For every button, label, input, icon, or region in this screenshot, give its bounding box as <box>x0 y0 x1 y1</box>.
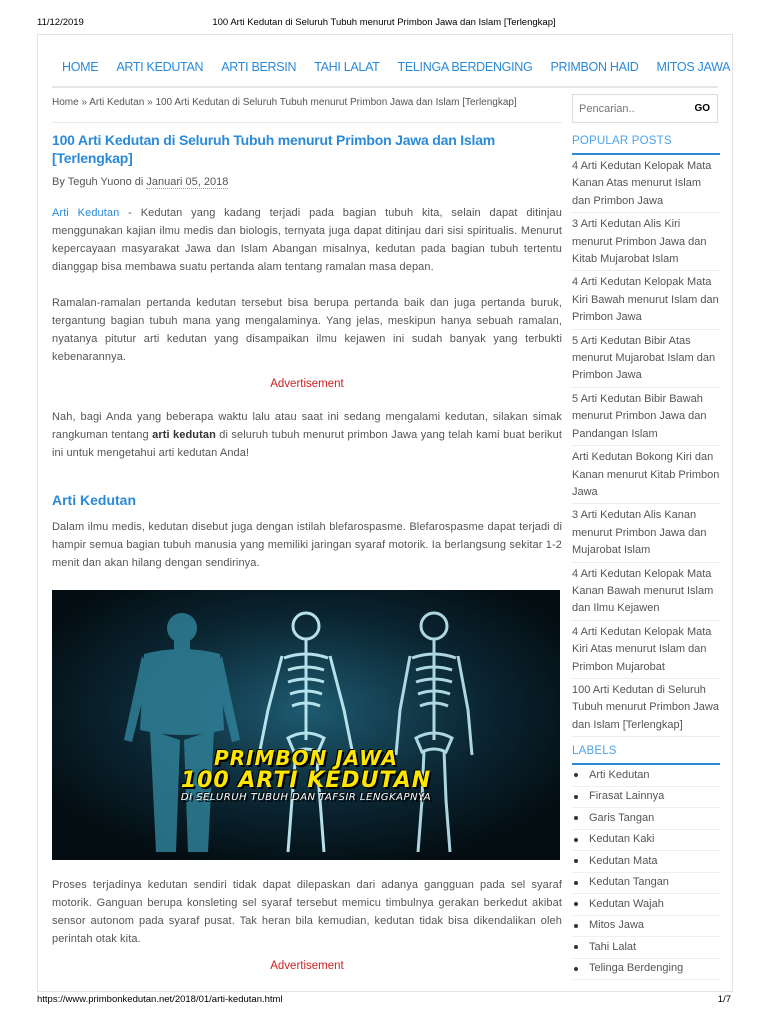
web-page <box>37 34 733 992</box>
advertisement-label: Advertisement <box>270 960 344 972</box>
hero-image <box>52 590 560 860</box>
bullet-icon <box>574 881 578 885</box>
byline-di: di <box>134 176 144 188</box>
nav-mitos-jawa[interactable]: MITOS JAWA <box>656 60 731 74</box>
label-item[interactable] <box>572 765 720 787</box>
paragraph-konsleting <box>52 990 562 992</box>
paragraph-intro <box>52 204 562 276</box>
nav-primbon-haid[interactable]: PRIMBON HAID <box>550 60 639 74</box>
labels-list <box>572 765 720 980</box>
arti-kedutan-bold: arti kedutan <box>152 429 216 441</box>
paragraph-proses: Proses terjadinya kedutan sendiri tidak dapat dilepaskan dari adanya gangguan pada sel syaraf motorik. Ganguan berupa konsleting sel syaraf tersebut memicu timbulnya gerakan berkedut akibat sensor autonom pada syaraf pusat. Tak heran bila kemudian, kedutan tidak bisa dikendalikan oleh perintah otak kita. <box>52 879 562 945</box>
labels-title: LABELS <box>572 745 720 765</box>
post-date[interactable]: Januari 05, 2018 <box>146 176 229 188</box>
paragraph-rangkuman <box>52 408 562 462</box>
label-item[interactable] <box>572 937 720 959</box>
paragraph-rangkuman-text-end: di seluruh tubuh menurut primbon Jawa yang telah kami buat berikut ini untuk mengetahui arti kedutan Anda! <box>52 429 562 459</box>
label-item[interactable] <box>572 830 720 852</box>
nav-arti-kedutan[interactable]: ARTI KEDUTAN <box>116 60 204 74</box>
popular-post-item[interactable]: 4 Arti Kedutan Kelopak Mata Kanan Bawah menurut Islam dan Ilmu Kejawen <box>572 563 720 621</box>
bullet-icon <box>574 859 578 863</box>
popular-posts-title: POPULAR POSTS <box>572 135 720 155</box>
paragraph-medis: Dalam ilmu medis, kedutan disebut juga dengan istilah blefarospasme. Blefarospasme dapat terjadi di hampir semua bagian tubuh manusia yang memiliki jaringan syaraf motorik. Ia berlangsung sekitar 1-2 menit dan akan hilang dengan sendirinya. <box>52 521 562 569</box>
sidebar <box>572 91 720 980</box>
hero-caption-line3: DI SELURUH TUBUH DAN TAFSIR LENGKAPNYA <box>180 792 432 803</box>
bullet-icon <box>574 795 578 799</box>
popular-post-item[interactable]: 100 Arti Kedutan di Seluruh Tubuh menurut Primbon Jawa dan Islam [Terlengkap] <box>572 679 720 737</box>
post-byline <box>52 176 562 188</box>
breadcrumb-separator: » <box>81 97 88 108</box>
breadcrumb-home[interactable]: Home <box>52 97 79 108</box>
section-heading-arti-kedutan: Arti Kedutan <box>52 492 136 508</box>
bullet-icon <box>574 967 578 971</box>
main-content <box>52 91 562 992</box>
label-text: Kedutan Kaki <box>589 833 655 846</box>
print-footer <box>0 994 768 1014</box>
label-text: Firasat Lainnya <box>589 790 665 803</box>
nav-arti-bersin[interactable]: ARTI BERSIN <box>221 60 297 74</box>
nav-home[interactable]: HOME <box>62 60 99 74</box>
popular-post-item[interactable]: 4 Arti Kedutan Kelopak Mata Kiri Bawah menurut Islam dan Primbon Jawa <box>572 271 720 329</box>
paragraph-ramalan: Ramalan-ramalan pertanda kedutan tersebut bisa berupa pertanda baik dan juga pertanda buruk, tergantung bagian tubuh mana yang mengalaminya. Yang jelas, meskipun hanya sebuah ramalan, nyatanya pitutur arti kedutan yang disampaikan ilmu kejawen ini sudah banyak yang terbukti kebenarannya. <box>52 297 562 363</box>
bullet-icon <box>574 816 578 820</box>
print-url: https://www.primbonkedutan.net/2018/01/arti-kedutan.html <box>37 994 283 1005</box>
post-title: 100 Arti Kedutan di Seluruh Tubuh menurut Primbon Jawa dan Islam [Terlengkap] <box>52 122 562 167</box>
breadcrumb <box>52 97 562 108</box>
main-navigation <box>52 48 731 88</box>
label-text: Kedutan Mata <box>589 854 658 867</box>
print-doc-title: 100 Arti Kedutan di Seluruh Tubuh menurut Primbon Jawa dan Islam [Terlengkap] <box>212 17 556 28</box>
popular-post-item[interactable]: 3 Arti Kedutan Alis Kiri menurut Primbon Jawa dan Kitab Mujarobat Islam <box>572 213 720 271</box>
popular-post-item[interactable]: 5 Arti Kedutan Bibir Bawah menurut Primbon Jawa dan Pandangan Islam <box>572 388 720 446</box>
label-item[interactable] <box>572 873 720 895</box>
hero-caption-line1: PRIMBON JAWA <box>213 746 398 770</box>
label-item[interactable] <box>572 959 720 981</box>
label-item[interactable] <box>572 787 720 809</box>
label-item[interactable] <box>572 916 720 938</box>
label-text: Mitos Jawa <box>589 919 645 932</box>
paragraph-intro-text: - Kedutan yang kadang terjadi pada bagian tubuh kita, selain dapat ditinjau menggunakan kajian ilmu medis dan biologis, ternyata juga dapat ditinjau dari sisi spiritualis. Menurut kepercayaan masyarakat Jawa dan Islam Abangan misalnya, kedutan pada bagian tubuh tertentu dianggap bisa membawa suatu pertanda alam tentang ramalan masa depan. <box>52 207 562 273</box>
search-box <box>572 94 718 123</box>
popular-posts-list <box>572 155 720 737</box>
print-page-number: 1/7 <box>717 994 731 1005</box>
label-text: Tahi Lalat <box>589 940 637 953</box>
nav-telinga-berdenging[interactable]: TELINGA BERDENGING <box>397 60 533 74</box>
popular-post-item[interactable]: 4 Arti Kedutan Kelopak Mata Kiri Atas menurut Islam dan Primbon Mujarobat <box>572 621 720 679</box>
print-date: 11/12/2019 <box>37 17 84 28</box>
bullet-icon <box>574 773 578 777</box>
advertisement-label: Advertisement <box>270 378 344 390</box>
hero-caption-line2: 100 ARTI KEDUTAN <box>180 768 432 793</box>
label-text: Kedutan Tangan <box>589 876 669 889</box>
label-text: Arti Kedutan <box>589 768 650 781</box>
label-item[interactable] <box>572 851 720 873</box>
search-input[interactable] <box>579 103 679 115</box>
post-author[interactable]: Teguh Yuono <box>67 176 132 188</box>
label-text: Telinga Berdenging <box>589 962 684 975</box>
arti-kedutan-link[interactable]: Arti Kedutan <box>52 207 120 219</box>
popular-post-item[interactable]: 5 Arti Kedutan Bibir Atas menurut Mujarobat Islam dan Primbon Jawa <box>572 330 720 388</box>
byline-by: By <box>52 176 65 188</box>
breadcrumb-category[interactable]: Arti Kedutan <box>89 97 145 108</box>
popular-post-item[interactable]: 3 Arti Kedutan Alis Kanan menurut Primbon Jawa dan Mujarobat Islam <box>572 504 720 562</box>
bullet-icon <box>574 902 578 906</box>
label-text: Garis Tangan <box>589 811 655 824</box>
label-item[interactable] <box>572 808 720 830</box>
bullet-icon <box>574 924 578 928</box>
bullet-icon <box>574 945 578 949</box>
bullet-icon <box>574 838 578 842</box>
breadcrumb-current: 100 Arti Kedutan di Seluruh Tubuh menurut Primbon Jawa dan Islam [Terlengkap] <box>155 97 517 108</box>
search-go-button[interactable]: GO <box>694 103 710 114</box>
nav-tahi-lalat[interactable]: TAHI LALAT <box>314 60 380 74</box>
label-text: Kedutan Wajah <box>589 897 664 910</box>
breadcrumb-separator: » <box>147 97 153 108</box>
paragraph-rangkuman-text: Nah, bagi Anda yang beberapa waktu lalu atau saat ini sedang mengalami kedutan, silakan simak rangkuman tentang <box>52 411 562 441</box>
label-item[interactable] <box>572 894 720 916</box>
popular-post-item[interactable]: Arti Kedutan Bokong Kiri dan Kanan menurut Kitab Primbon Jawa <box>572 446 720 504</box>
popular-post-item[interactable]: 4 Arti Kedutan Kelopak Mata Kanan Atas menurut Islam dan Primbon Jawa <box>572 155 720 213</box>
skeleton-illustration <box>52 590 560 860</box>
